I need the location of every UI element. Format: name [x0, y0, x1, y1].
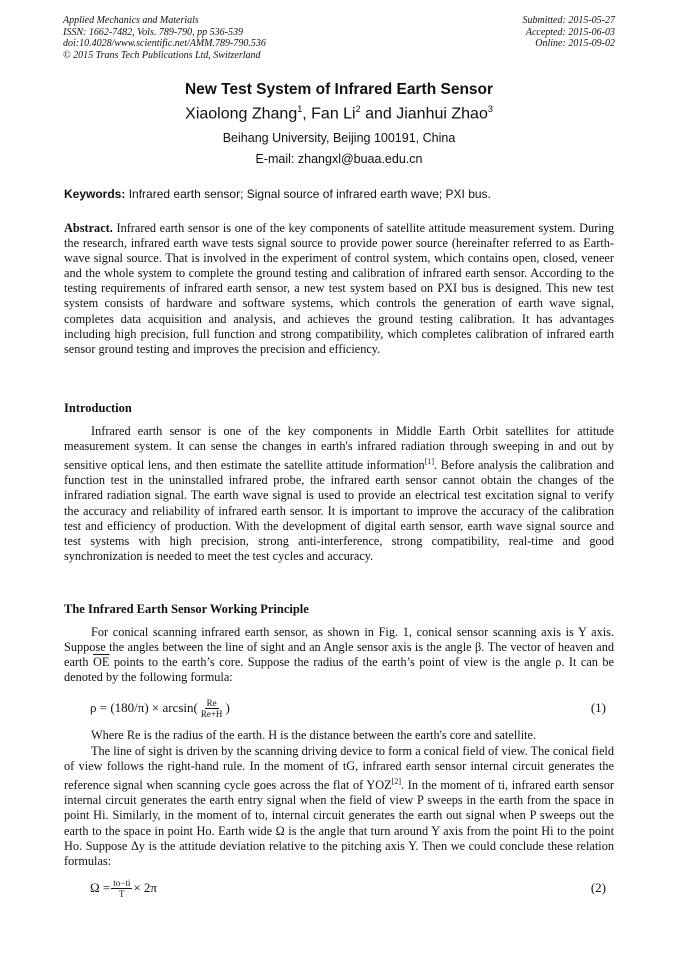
author-separator: and [360, 105, 397, 123]
author-mark: 2 [355, 104, 361, 114]
affiliation: Beihang University, Beijing 100191, China [222, 131, 456, 145]
journal-doi: doi:10.4028/www.scientific.net/AMM.789-790.536 [63, 38, 266, 49]
eq1-lhs: ρ = (180/π) × arcsin( [90, 700, 198, 715]
citation: [2] [391, 777, 402, 787]
submitted-date: Submitted: 2015-05-27 [522, 15, 615, 26]
journal-issn: ISSN: 1662-7482, Vols. 789-790, pp 536-539 [63, 26, 243, 38]
vector-oe: $\overline{OE}$ [93, 655, 110, 670]
eq2-lhs: Ω = [90, 880, 111, 895]
equation-number: (1) [590, 700, 606, 715]
eq1-rhs: ) [225, 700, 230, 715]
accepted-date: Accepted: 2015-06-03 [525, 26, 615, 38]
journal-copyright: © 2015 Trans Tech Publications Ltd, Switzerland [63, 49, 261, 61]
eq2-denominator: T [119, 888, 125, 899]
eq1-numerator: Re [206, 697, 217, 708]
keywords-label: Keywords: [64, 187, 126, 201]
principle-text-cont: points to the earth’s core. Suppose the radius of the earth’s point of view is the angle ρ. It can be denoted by the following formula: [64, 655, 614, 685]
introduction-heading: Introduction [64, 401, 132, 415]
equation-1 [90, 696, 610, 720]
author-name: Jianhui Zhao [396, 105, 488, 123]
introduction-paragraph [64, 424, 614, 564]
paper-title: New Test System of Infrared Earth Sensor [184, 81, 494, 98]
dates-info [523, 15, 616, 50]
author-email: E-mail: zhangxl@buaa.edu.cn [255, 152, 423, 166]
journal-info [63, 15, 266, 61]
equation-2-expr [90, 876, 157, 900]
journal-name: Applied Mechanics and Materials [63, 15, 199, 26]
principle-paragraph-1 [64, 625, 614, 685]
principle-text-cont: . In the moment of ti, infrared earth sensor internal circuit generates the earth entry signal when the field of view P sweeps in the earth from the space in point Hi. Similarly, in the moment of to, internal circuit generates the earth out signal when P sweeps out the earth to the space in point Ho. Earth wide Ω is the angle that turn around Y axis from the point Hi to the point Ho. Suppose Δy is the attitude deviation relative to the pitching axis Y. Then we could conclude these relation formulas: [64, 778, 614, 868]
principle-text: The line of sight is driven by the scanning driving device to form a conical field of view. The conical field of view follows the right-hand rule. In the moment of tG, infrared earth sensor internal circuit generates the reference signal when scanning cycle goes across the flat of YOZ [64, 744, 614, 793]
citation: [1] [424, 457, 435, 467]
principle-heading: The Infrared Earth Sensor Working Principle [64, 602, 309, 616]
keywords [64, 187, 614, 201]
intro-text-cont: . Before analysis the calibration and function test in the uninstalled infrared probe, the infrared earth sensor cannot obtain the changes of the infrared radiation signal. The earth wave signal is used to provide an electrical test excitation signal to verify the accuracy and reliability of infrared earth sensor. It is important to improve the accuracy of the calibration test and efficiency of production. With the development of digital earth sensor, earth wave signal source and test systems with high precision, strong anti-interference, strong compatibility, real-time and good synchronization is needed to meet the test cycles and accuracy. [64, 458, 614, 563]
equation-number: (2) [590, 880, 606, 895]
online-date: Online: 2015-09-02 [535, 38, 615, 49]
equation-2 [90, 876, 610, 900]
intro-text: Infrared earth sensor is one of the key components in Middle Earth Orbit satellites for attitude measurement system. It can sense the changes in earth's infrared radiation through sweeping in and out by sensitive optical lens, and then estimate the satellite attitude information [64, 424, 614, 473]
eq2-rhs: × 2π [133, 880, 157, 895]
author-separator: , [302, 105, 312, 123]
principle-text: For conical scanning infrared earth sensor, as shown in Fig. 1, conical sensor scanning axis is Y axis. Suppose the angles between the line of sight and an Angle sensor axis is the angle β. The vector of heaven and earth [64, 625, 614, 670]
abstract [64, 221, 614, 357]
abstract-label: Abstract. [64, 221, 113, 235]
author-name: Fan Li [311, 105, 356, 123]
keywords-text: Infrared earth sensor; Signal source of infrared earth wave; PXI bus. [128, 187, 491, 201]
eq2-fraction [111, 878, 132, 899]
eq2-numerator: to−ti [113, 877, 131, 888]
principle-paragraph-2: Where Re is the radius of the earth. H is the distance between the earth's core and satellite. [91, 728, 537, 742]
author-mark: 1 [297, 104, 303, 114]
author-list [0, 104, 678, 123]
author-name: Xiaolong Zhang [185, 105, 298, 123]
abstract-text: Infrared earth sensor is one of the key components of satellite attitude measurement system. During the research, infrared earth wave tests signal source to provide power source (hereinafter referred to as Earth-wave signal source. That is involved in the experiment of control system, which contains open, closed, veneer and the whole system to complete the ground testing and calibration of infrared earth sensor. According to the testing requirements of infrared earth sensor, a new test system based on PXI bus is designed. This new test system consists of hardware and software systems, which controls the generation of earth wave signal, completes data acquisition and analysis, and achieves the ground testing calibration. It has advantages including high precision, full function and strong compatibility, which completes calibration of infrared earth sensor ground testing and improves the precision and efficiency. [64, 221, 614, 356]
eq1-fraction [199, 698, 225, 719]
principle-paragraph-3 [64, 744, 614, 869]
author-mark: 3 [487, 104, 493, 114]
eq1-denominator: Re+H [200, 708, 223, 719]
equation-1-expr [90, 696, 230, 720]
